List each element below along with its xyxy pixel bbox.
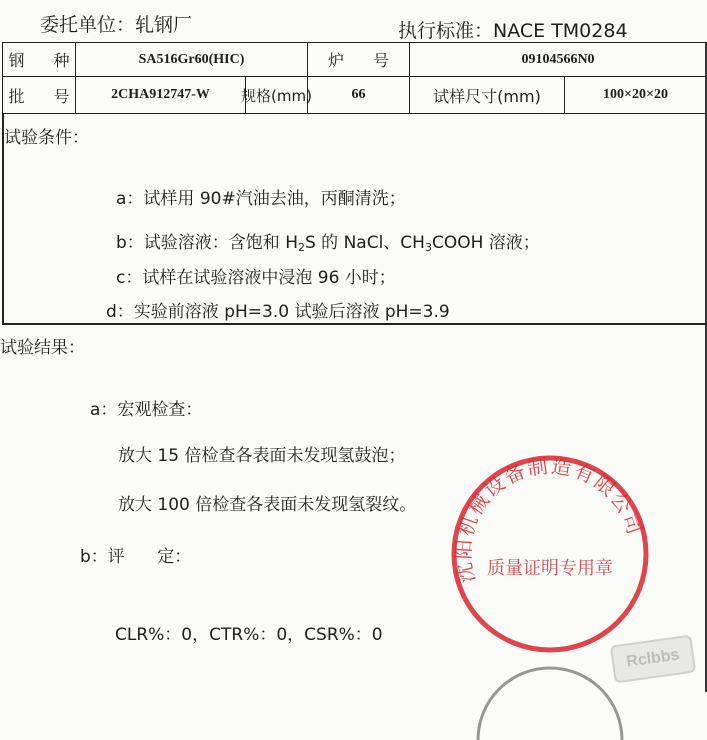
condition-c-marker: c：: [116, 268, 143, 288]
execution-standard: 执行标准：NACE TM0284: [398, 20, 628, 42]
condition-b: [116, 228, 540, 254]
batch-label: 批 号: [3, 77, 76, 114]
partial-seal: [470, 660, 630, 740]
result-line-100x: 放大 100 倍检查各表面未发现氢裂纹。: [118, 495, 417, 515]
condition-a: [116, 184, 406, 209]
frame-right-line: [705, 42, 707, 692]
macro-label: 宏观检查：: [117, 400, 203, 420]
condition-a-marker: a：: [116, 189, 144, 209]
results-heading: 试验结果：: [0, 338, 85, 358]
section-divider: [2, 323, 706, 325]
macro-marker: a：: [90, 400, 118, 420]
conditions-heading: 试验条件：: [4, 128, 89, 148]
condition-b-subscript-2: 3: [424, 241, 432, 254]
spec-value: 66: [308, 77, 410, 114]
macro-inspection: [90, 395, 202, 420]
specimen-size-value: 100×20×20: [565, 77, 707, 114]
specification-table: [2, 42, 706, 114]
result-line-15x: 放大 15 倍检查各表面未发现氢鼓泡；: [118, 446, 406, 466]
steel-grade-label: 钢 种: [3, 43, 76, 77]
condition-c: [116, 263, 396, 288]
condition-b-marker: b：: [116, 233, 144, 253]
evaluation: [80, 542, 191, 567]
condition-b-text-mid: S 的 NaCl、CH: [304, 233, 425, 253]
steel-grade-value: SA516Gr60(HIC): [76, 43, 308, 77]
condition-d-text: 实验前溶液 pH=3.0 试验后溶液 pH=3.9: [133, 302, 450, 322]
condition-a-text: 试样用 90#汽油去油，丙酮清洗；: [143, 189, 406, 209]
eval-marker: b：: [80, 547, 108, 567]
condition-d-marker: d：: [106, 302, 134, 322]
eval-label: 评 定：: [107, 547, 192, 567]
crack-ratios: CLR%：0，CTR%：0，CSR%：0: [115, 625, 383, 645]
seal-center-text: 质量证明专用章: [487, 558, 613, 579]
watermark-text: Rclbbs: [625, 646, 681, 671]
seal-ring-text: 沈阳机械设备制造有限公司: [451, 453, 648, 586]
specimen-size-label: 试样尺寸(mm): [410, 77, 565, 114]
spec-label: 规格(mm): [246, 77, 308, 114]
condition-d: [106, 297, 450, 322]
condition-c-text: 试样在试验溶液中浸泡 96 小时；: [142, 268, 396, 288]
condition-b-text-post: COOH 溶液；: [431, 233, 540, 253]
condition-b-text-pre: 试验溶液：含饱和 H: [143, 233, 298, 253]
company-seal: [448, 452, 653, 657]
heat-no-value: 09104566N0: [410, 43, 707, 77]
client-unit: 委托单位：轧钢厂: [40, 14, 193, 36]
heat-no-label: 炉 号: [308, 43, 410, 77]
batch-value: 2CHA912747-W: [76, 77, 246, 114]
condition-b-subscript-1: 2: [297, 241, 305, 254]
